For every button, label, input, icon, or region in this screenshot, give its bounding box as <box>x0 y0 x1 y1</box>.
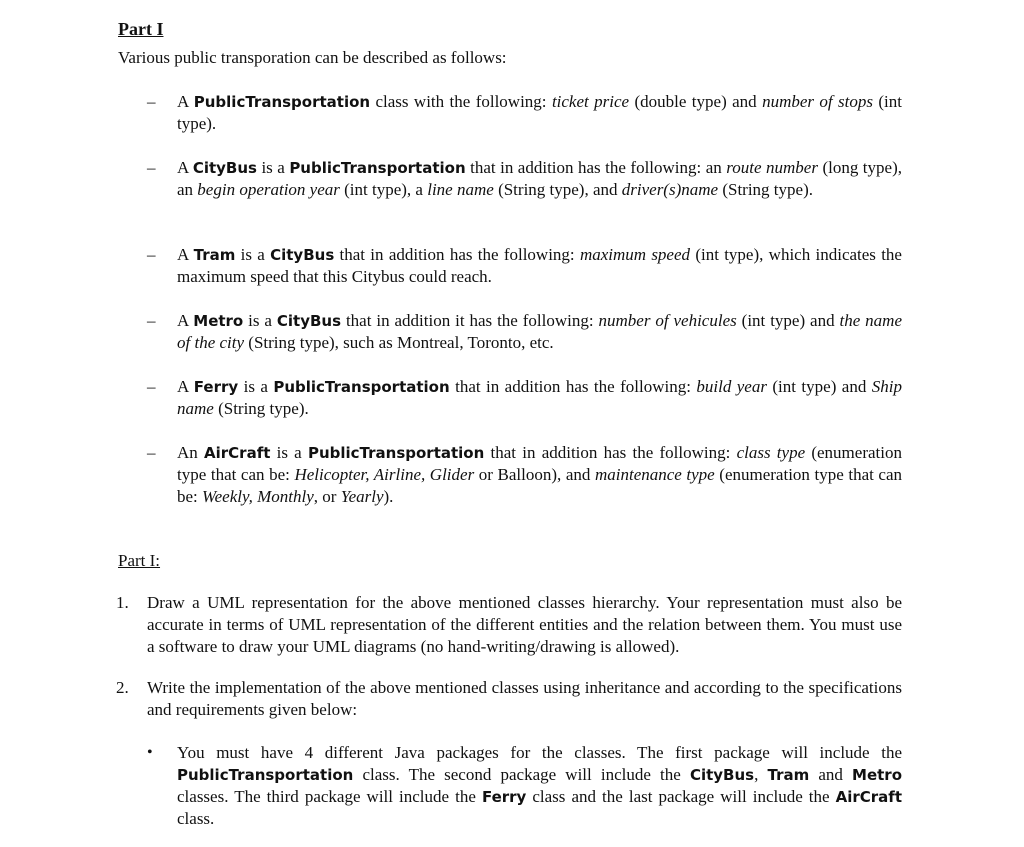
class-name: PublicTransportation <box>193 93 371 111</box>
numbered-item-implementation: Write the implementation of the above mentioned classes using inheritance and according to the specifications and requirements given below: <box>147 678 902 719</box>
item-tram: A Tram is a CityBus that in addition has the following: maximum speed (int type), which indicates the maximum speed that this Citybus could reach. <box>177 245 902 286</box>
class-name: Ferry <box>193 378 239 396</box>
class-name: Tram <box>767 766 810 784</box>
item-citybus: A CityBus is a PublicTransportation that in addition has the following: an route number (long type), an begin operation year (int type), a line name (String type), and driver(s)name (String type). <box>177 158 902 199</box>
class-name: Tram <box>193 246 236 264</box>
dash-bullet: – <box>147 158 156 177</box>
item-aircraft: An AirCraft is a PublicTransportation that in addition has the following: class type (enumeration type that can be: Helicopter, Airline, Glider or Balloon), and maintenance type (enumeration type that can be: Weekly, Monthly, or Yearly). <box>177 443 903 506</box>
class-name: CityBus <box>270 246 335 264</box>
class-name: PublicTransportation <box>289 159 466 177</box>
dash-bullet: – <box>147 443 156 462</box>
item-ferry: A Ferry is a PublicTransportation that in addition has the following: build year (int type) and Ship name (String type). <box>177 377 903 418</box>
dash-bullet: – <box>147 92 156 111</box>
item-public-transportation: A PublicTransportation class with the following: ticket price (double type) and number of stops (int type). <box>177 92 903 133</box>
bullet-dot: • <box>147 744 153 761</box>
part-subheading: Part I: <box>118 551 161 570</box>
class-name: CityBus <box>192 159 257 177</box>
class-name: Ferry <box>481 788 527 806</box>
class-name: Metro <box>852 766 903 784</box>
class-name: AirCraft <box>204 444 271 462</box>
list-number: 1. <box>116 593 129 612</box>
dash-bullet: – <box>147 377 156 396</box>
class-name: PublicTransportation <box>177 766 354 784</box>
part-heading: Part I <box>118 19 164 39</box>
bullet-item-packages: You must have 4 different Java packages for the classes. The first package will include the PublicTransportation class. The second package will include the CityBus, Tram and Metro classes. The third package will include the Ferry class and the last package will include the AirCraft class. <box>177 743 903 828</box>
class-name: CityBus <box>689 766 755 784</box>
dash-bullet: – <box>147 245 156 264</box>
list-number: 2. <box>116 678 129 697</box>
class-name: Metro <box>193 312 244 330</box>
class-name: AirCraft <box>835 788 902 806</box>
numbered-item-uml: Draw a UML representation for the above mentioned classes hierarchy. Your representation must also be accurate in terms of UML representation of the different entities and the relation between them. You must use a software to draw your UML diagrams (no hand-writing/drawing is allowed). <box>147 593 902 656</box>
dash-bullet: – <box>147 311 156 330</box>
class-name: PublicTransportation <box>273 378 450 396</box>
class-name: PublicTransportation <box>307 444 485 462</box>
class-name: CityBus <box>276 312 342 330</box>
item-metro: A Metro is a CityBus that in addition it has the following: number of vehicules (int type) and the name of the city (String type), such as Montreal, Toronto, etc. <box>177 311 903 352</box>
intro-text: Various public transporation can be described as follows: <box>118 48 507 67</box>
